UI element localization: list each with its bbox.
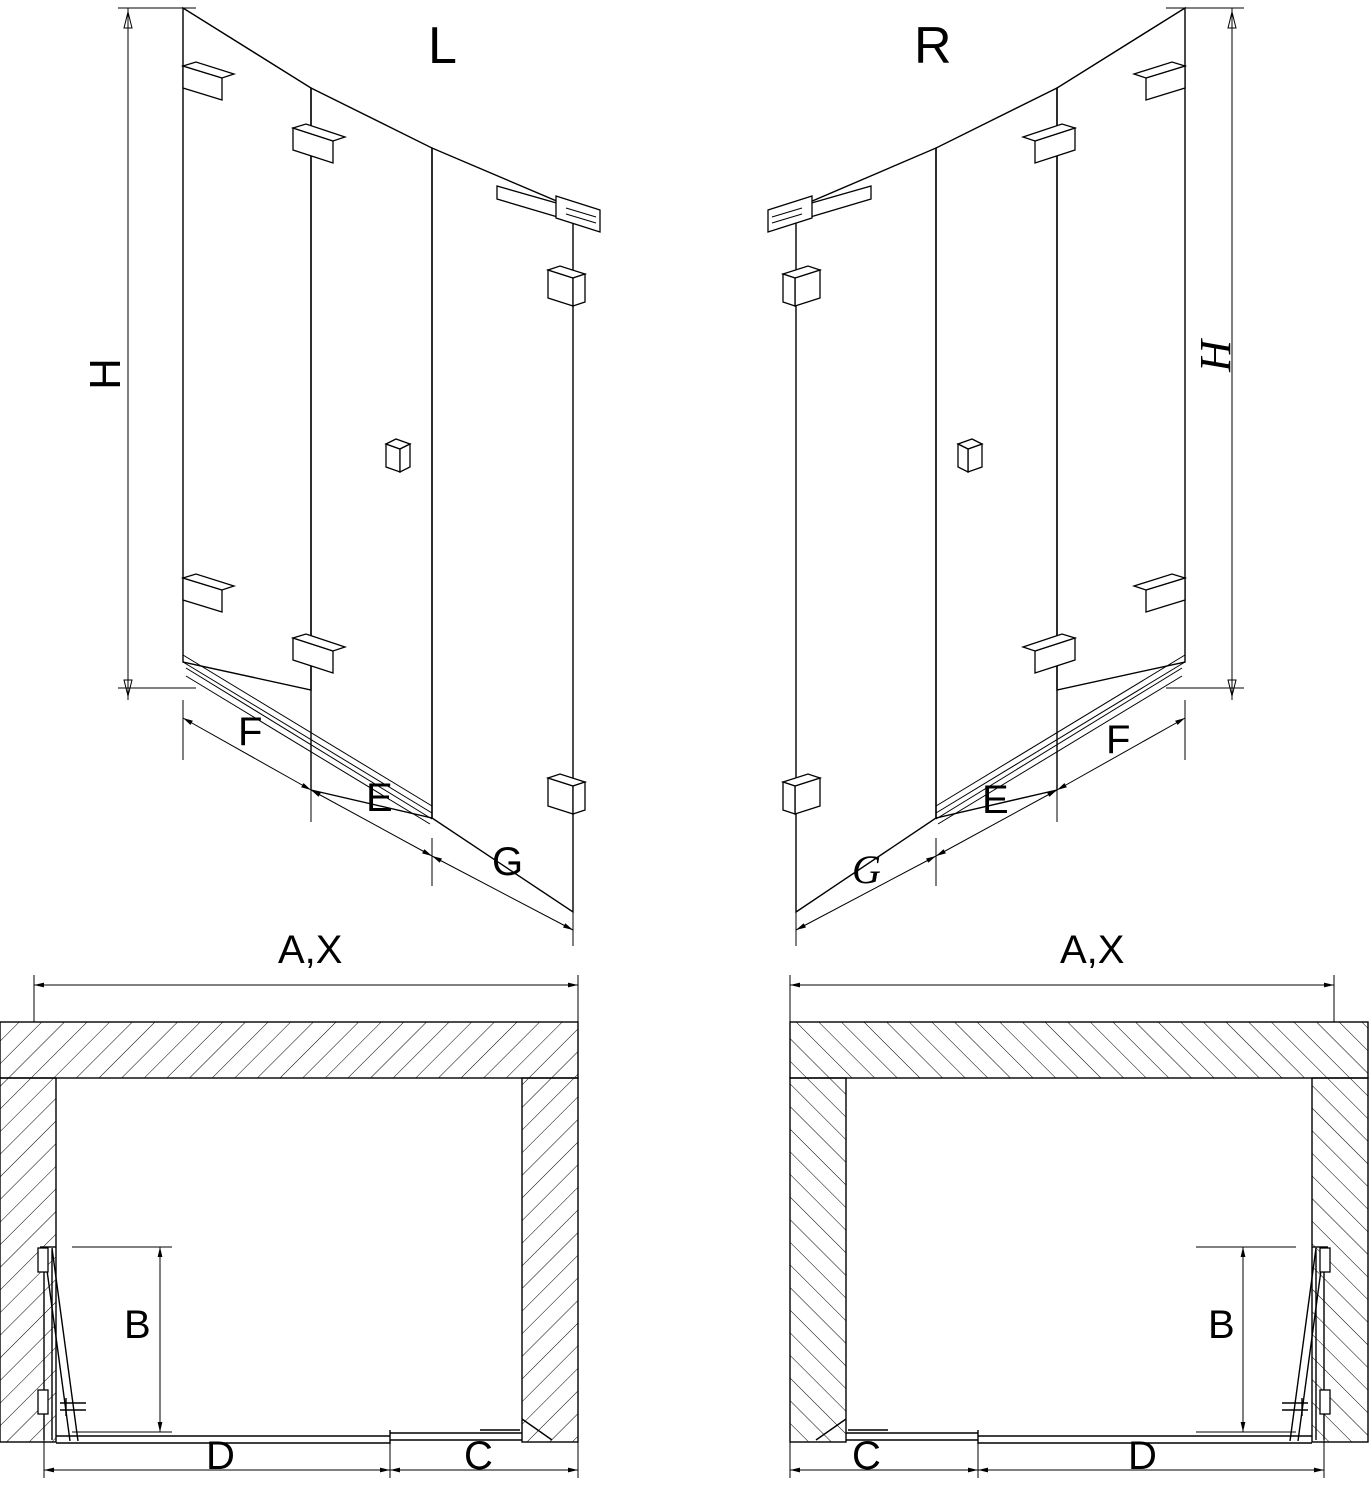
hinge-fitting [1023,634,1075,673]
glass-panel-door-right [936,88,1057,822]
dimension-C-right [790,1440,978,1478]
dimension-AX-left [34,975,578,1022]
plan-left-view [0,1022,578,1478]
dimension-label-B-left: B [124,1303,151,1347]
hinge-fitting [183,574,234,612]
glass-connector-icon [386,439,410,472]
hinge-fitting [1023,124,1075,163]
dimension-label-H-right: H [1190,340,1240,372]
hinge-fitting [183,62,234,100]
door-handle-right [768,186,871,232]
plan-folding-door [978,1247,1330,1443]
dimension-label-H-left: H [80,358,130,390]
dimension-B-left [72,1247,172,1432]
hinge-fitting [1134,574,1185,612]
glass-connector-icon [958,439,982,472]
dimension-label-E-left: E [366,776,393,820]
wall-bracket-fitting [548,774,585,814]
dimension-label-G-left: G [492,840,524,884]
hinge-fitting [1134,62,1185,100]
plan-folding-door [38,1247,390,1443]
view-label-right: R [914,17,952,75]
dimension-label-E-right: E [982,778,1009,822]
hinge-fitting [293,124,345,163]
dimension-label-D-right: D [1128,1434,1157,1478]
dimension-label-B-right: B [1208,1303,1235,1347]
dimension-label-G-right: G [852,847,881,892]
dimension-label-C-right: C [852,1434,881,1478]
dimension-AX-right [790,975,1334,1022]
dimension-label-AX-right: A,X [1060,928,1125,972]
dimension-label-C-left: C [464,1434,493,1478]
wall-bracket-fitting [548,266,585,306]
door-handle-left [497,186,600,232]
wall-hatching [0,1022,578,1442]
hinge-fitting [293,634,345,673]
elevation-left-view [118,8,600,946]
dimension-label-F-left: F [238,710,263,754]
dimension-label-F-right: F [1106,718,1131,762]
wall-bracket-fitting [783,266,820,306]
plan-right-view [790,1022,1368,1478]
glass-panel-door-left [311,88,432,818]
dimension-label-AX-left: A,X [278,928,343,972]
wall-bracket-fitting [783,774,820,814]
view-label-left: L [428,17,457,75]
dimension-label-D-left: D [206,1434,235,1478]
wall-hatching [790,1022,1368,1442]
